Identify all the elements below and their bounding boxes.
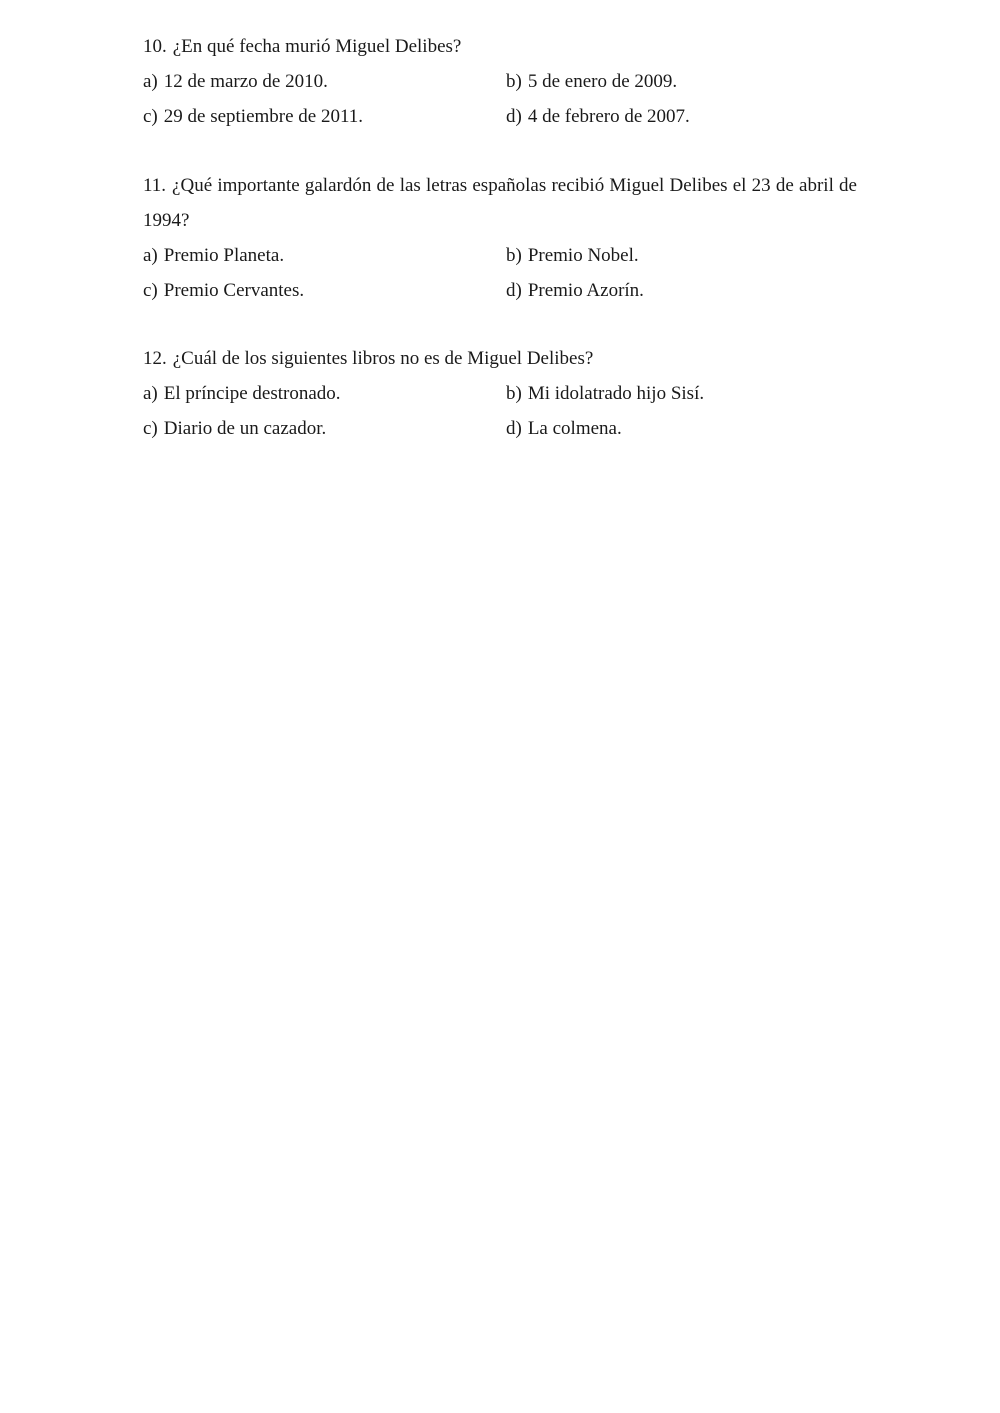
option-c[interactable] (143, 411, 326, 446)
option-d[interactable] (506, 411, 622, 446)
option-text: Premio Nobel. (527, 245, 639, 266)
option-letter: a) (143, 383, 158, 404)
question-number: 11. (143, 175, 167, 196)
question-10-text-block (143, 29, 857, 64)
option-c[interactable] (143, 99, 363, 134)
option-letter: a) (143, 245, 158, 266)
option-text: 4 de febrero de 2007. (527, 106, 690, 127)
question-12-text-block (143, 341, 857, 376)
option-text: Premio Cervantes. (163, 280, 305, 301)
option-letter: b) (506, 245, 522, 266)
option-d[interactable] (506, 273, 644, 308)
option-b[interactable] (506, 64, 677, 99)
question-text: ¿Qué importante galardón de las letras españolas recibió Miguel Delibes el 23 de abril de 1994? (143, 175, 857, 231)
option-letter: c) (143, 106, 158, 127)
question-number: 10. (143, 36, 167, 57)
option-letter: c) (143, 418, 158, 439)
option-b[interactable] (506, 376, 704, 411)
option-a[interactable] (143, 64, 328, 99)
question-11-text-block (143, 168, 857, 238)
question-12-options (143, 376, 857, 446)
option-text: Mi idolatrado hijo Sisí. (527, 383, 705, 404)
question-11-options (143, 238, 857, 308)
question-12 (143, 341, 857, 446)
option-text: 5 de enero de 2009. (527, 71, 678, 92)
option-letter: d) (506, 106, 522, 127)
question-number: 12. (143, 348, 167, 369)
question-10 (143, 29, 857, 134)
option-letter: b) (506, 383, 522, 404)
question-11 (143, 168, 857, 308)
option-letter: a) (143, 71, 158, 92)
option-letter: d) (506, 280, 522, 301)
question-text: ¿En qué fecha murió Miguel Delibes? (172, 36, 462, 57)
option-letter: b) (506, 71, 522, 92)
option-a[interactable] (143, 376, 341, 411)
option-text: 12 de marzo de 2010. (163, 71, 328, 92)
option-text: Premio Planeta. (163, 245, 285, 266)
option-b[interactable] (506, 238, 639, 273)
option-letter: d) (506, 418, 522, 439)
option-d[interactable] (506, 99, 690, 134)
option-c[interactable] (143, 273, 304, 308)
option-text: 29 de septiembre de 2011. (163, 106, 364, 127)
question-text: ¿Cuál de los siguientes libros no es de Miguel Delibes? (172, 348, 594, 369)
option-text: La colmena. (527, 418, 622, 439)
option-letter: c) (143, 280, 158, 301)
option-text: Premio Azorín. (527, 280, 644, 301)
option-text: El príncipe destronado. (163, 383, 341, 404)
question-10-options (143, 64, 857, 134)
option-text: Diario de un cazador. (163, 418, 327, 439)
option-a[interactable] (143, 238, 284, 273)
